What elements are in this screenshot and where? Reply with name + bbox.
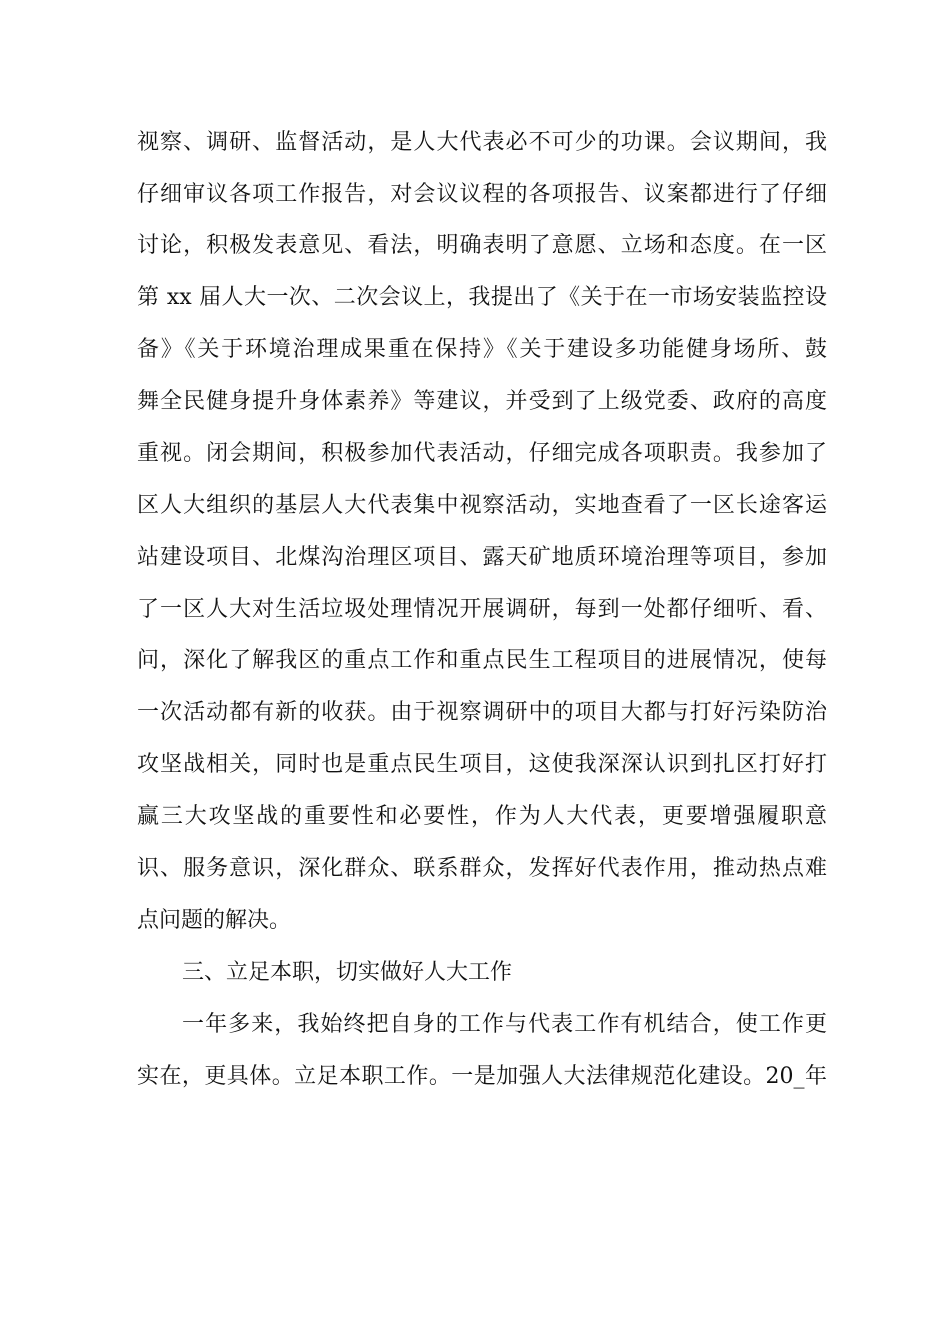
paragraph-line: 区人大组织的基层人大代表集中视察活动，实地查看了一区长途客运 [137, 493, 827, 518]
paragraph-line: 讨论，积极发表意见、看法，明确表明了意愿、立场和态度。在一区 [137, 233, 827, 258]
paragraph-line: 一年多来，我始终把自身的工作与代表工作有机结合，使工作更 [182, 1012, 827, 1037]
paragraph-line: 实在，更具体。立足本职工作。一是加强人大法律规范化建设。20_年 [137, 1064, 827, 1089]
paragraph-line: 第 xx 届人大一次、二次会议上，我提出了《关于在一市场安装监控设 [137, 285, 827, 310]
paragraph-line: 重视。闭会期间，积极参加代表活动，仔细完成各项职责。我参加了 [137, 441, 827, 466]
paragraph-line: 识、服务意识，深化群众、联系群众，发挥好代表作用，推动热点难 [137, 856, 827, 881]
paragraph-line: 舞全民健身提升身体素养》等建议，并受到了上级党委、政府的高度 [137, 389, 827, 414]
paragraph-line: 了一区人大对生活垃圾处理情况开展调研，每到一处都仔细听、看、 [137, 597, 827, 622]
paragraph-line: 攻坚战相关，同时也是重点民生项目，这使我深深认识到扎区打好打 [137, 752, 827, 777]
paragraph-line: 点问题的解决。 [137, 908, 292, 933]
paragraph-line: 问，深化了解我区的重点工作和重点民生工程项目的进展情况，使每 [137, 648, 827, 673]
paragraph-line: 视察、调研、监督活动，是人大代表必不可少的功课。会议期间，我 [137, 130, 827, 155]
paragraph-line: 赢三大攻坚战的重要性和必要性，作为人大代表，更要增强履职意 [137, 804, 827, 829]
paragraph-line: 一次活动都有新的收获。由于视察调研中的项目大都与打好污染防治 [137, 700, 827, 725]
paragraph-line: 站建设项目、北煤沟治理区项目、露天矿地质环境治理等项目，参加 [137, 545, 827, 570]
paragraph-line: 仔细审议各项工作报告，对会议议程的各项报告、议案都进行了仔细 [137, 182, 827, 207]
paragraph-line: 备》《关于环境治理成果重在保持》《关于建设多功能健身场所、鼓 [137, 337, 827, 362]
section-heading: 三、立足本职，切实做好人大工作 [182, 960, 513, 985]
